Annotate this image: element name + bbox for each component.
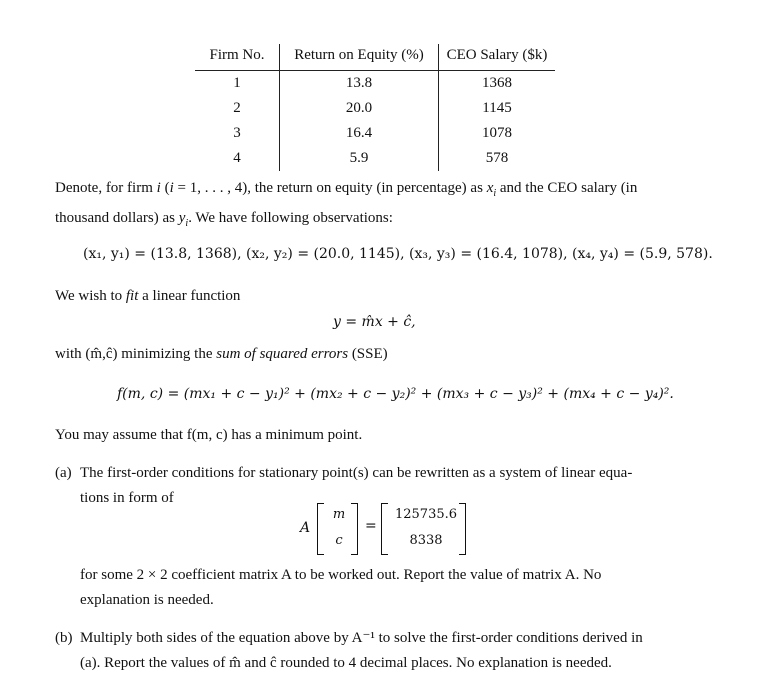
table-row (195, 121, 555, 146)
left-bracket (381, 503, 388, 555)
assumption-text: You may assume that f(m, c) has a minimum point. (55, 427, 363, 443)
part-b-text: Multiply both sides of the equation above by A⁻¹ to solve the first-order conditions derived in (a). Report the values of m̂ and ĉ rounded to 4 decimal places. No explanation is needed. (80, 630, 643, 671)
column-header: CEO Salary ($k) (439, 44, 556, 71)
fit-paragraph: We wish to fit a linear function (55, 288, 241, 304)
table-cell: 4 (195, 146, 280, 171)
matrix-a-symbol: A (300, 520, 311, 536)
table-row (195, 146, 555, 171)
table-cell: 16.4 (280, 121, 439, 146)
part-b-label: (b) (55, 630, 73, 646)
table-cell: 1145 (482, 100, 512, 116)
table-cell: 5.9 (280, 146, 439, 171)
intro-line-2: thousand dollars) as $y_i$. We have following observations: (55, 210, 393, 229)
right-bracket (459, 503, 466, 555)
column-header: Return on Equity (%) (280, 44, 439, 71)
table-row (195, 71, 555, 97)
table-cell: 2 (195, 96, 280, 121)
table-cell: 1 (195, 71, 280, 97)
part-a-label: (a) (55, 465, 72, 481)
table-cell: 3 (195, 121, 280, 146)
table-cell: 1368 (482, 75, 512, 91)
vector-entry: c (335, 533, 343, 548)
sse-equation: f(m, c) = (mx₁ + c − y₁)² + (mx₂ + c − y₂)² + (mx₃ + c − y₃)² + (mx₄ + c − y₄)². (117, 386, 674, 402)
observations-equation: (x₁, y₁) = (13.8, 1368), (x₂, y₂) = (20.0, 1145), (x₃, y₃) = (16.4, 1078), (x₄, y₄) = (5.9, 578). (83, 246, 713, 262)
column-header: Firm No. (195, 44, 280, 71)
sse-paragraph: with (m̂,ĉ) minimizing the sum of squared errors (SSE) (55, 346, 388, 362)
vector-entry: m (332, 507, 346, 522)
table-cell: 578 (485, 150, 509, 166)
table-row (195, 96, 555, 121)
vector-entry: 8338 (409, 533, 443, 548)
table-cell: 20.0 (280, 96, 439, 121)
data-table (195, 44, 555, 171)
table-cell: 13.8 (280, 71, 439, 97)
part-a-followup: for some 2 × 2 coefficient matrix A to be worked out. Report the value of matrix A. No explanation is needed. (80, 567, 602, 608)
linear-function-equation: y = m̂x + ĉ, (333, 314, 416, 330)
table-header-row (195, 44, 555, 71)
table-cell: 1078 (482, 125, 512, 141)
intro-paragraph (55, 176, 705, 236)
intro-line-1: Denote, for firm i (i = 1, . . . , 4), the return on equity (in percentage) as $x_i$ and the CEO salary (in (55, 180, 638, 199)
left-bracket (317, 503, 324, 555)
part-a-text: The first-order conditions for stationary point(s) can be rewritten as a system of linear equa- tions in form of (80, 465, 633, 506)
vector-entry: 125735.6 (394, 507, 458, 522)
right-bracket (351, 503, 358, 555)
equals-sign: = (365, 518, 377, 534)
